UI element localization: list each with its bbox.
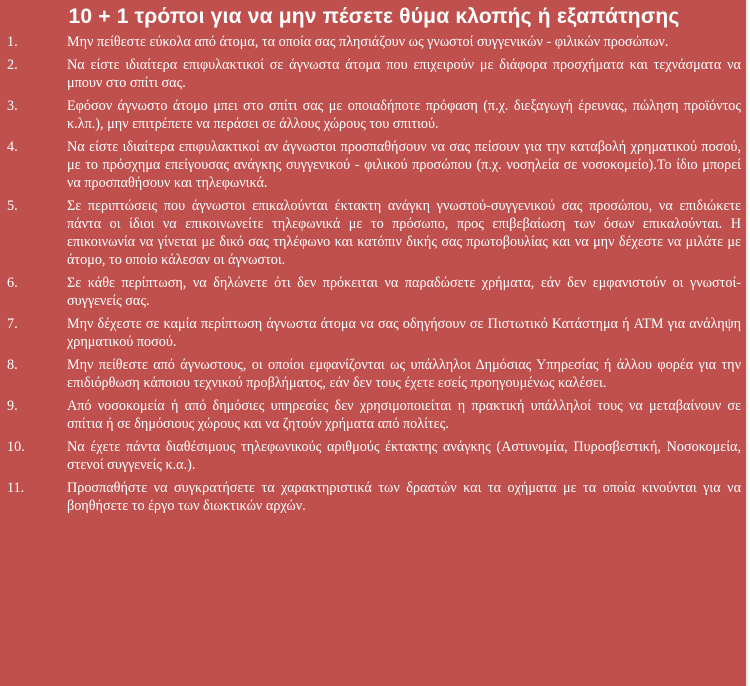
- list-item-text: Μην δέχεστε σε καμία περίπτωση άγνωστα άτομα να σας οδηγήσουν σε Πιστωτικό Κατάστημα ή ATM για ανάληψη χρηματικού ποσού.: [67, 316, 741, 350]
- list-item-number: 2.: [7, 57, 18, 73]
- list-item-text: Μην πείθεστε από άγνωστους, οι οποίοι εμφανίζονται ως υπάλληλοι Δημόσιας Υπηρεσίας ή άλλου φορέα για την επιδιόρθωση κάποιου τεχνικού προβλήματος, εάν δεν τους έχετε εσείς προηγουμένως καλέσει.: [67, 357, 741, 391]
- list-item-number: 6.: [7, 275, 18, 291]
- scrollbar[interactable]: [746, 0, 748, 686]
- list-item: [0, 56, 748, 97]
- list-item-text: Σε κάθε περίπτωση, να δηλώνετε ότι δεν πρόκειται να παραδώσετε χρήματα, εάν δεν εμφανιστούν οι γνωστοί-συγγενείς σας.: [67, 275, 741, 309]
- list-item-text: Να είστε ιδιαίτερα επιφυλακτικοί αν άγνωστοι προσπαθήσουν να σας πείσουν για την καταβολή χρηματικού ποσού, με το πρόσχημα επείγουσας ανάγκης συγγενικού - φιλικού προσώπου (π.χ. νοσηλεία σε νοσοκομείο).Το ίδιο μπορεί να προσπαθήσουν και τηλεφωνικά.: [67, 139, 741, 191]
- list-item-text: Εφόσον άγνωστο άτομο μπει στο σπίτι σας με οποιαδήποτε πρόφαση (π.χ. διεξαγωγή έρευνας, πώληση προϊόντος κ.λπ.), μην επιτρέπετε να περάσει σε άλλους χώρους του σπιτιού.: [67, 98, 741, 132]
- list-item-text: Να είστε ιδιαίτερα επιφυλακτικοί σε άγνωστα άτομα που επιχειρούν με διάφορα προσχήματα και τεχνάσματα να μπουν στο σπίτι σας.: [67, 57, 741, 91]
- list-item-number: 11.: [7, 480, 25, 496]
- list-item-text: Μην πείθεστε εύκολα από άτομα, τα οποία σας πλησιάζουν ως γνωστοί συγγενικών - φιλικών προσώπων.: [67, 34, 669, 50]
- list-item: [0, 33, 748, 56]
- list-item-number: 9.: [7, 398, 18, 414]
- list-item-text: Προσπαθήστε να συγκρατήσετε τα χαρακτηριστικά των δραστών και τα οχήματα με τα οποία κινούνται για να βοηθήσετε το έργο των διωκτικών αρχών.: [67, 480, 741, 514]
- list-item-number: 5.: [7, 198, 18, 214]
- list-item-text: Να έχετε πάντα διαθέσιμους τηλεφωνικούς αριθμούς έκτακτης ανάγκης (Αστυνομία, Πυροσβεστική, Νοσοκομεία, στενοί συγγενείς κ.α.).: [67, 439, 741, 473]
- list-item-number: 4.: [7, 139, 18, 155]
- list-item: [0, 274, 748, 315]
- page-title: 10 + 1 τρόποι για να μην πέσετε θύμα κλοπής ή εξαπάτησης: [68, 5, 680, 28]
- list-item-number: 1.: [7, 34, 18, 50]
- list-item: [0, 438, 748, 479]
- list-item-number: 8.: [7, 357, 18, 373]
- list-item: [0, 356, 748, 397]
- tips-list: [0, 33, 748, 520]
- list-item-number: 10.: [7, 439, 25, 455]
- list-item-text: Από νοσοκομεία ή από δημόσιες υπηρεσίες δεν χρησιμοποιείται η πρακτική υπάλληλοί τους να μεταβαίνουν σε σπίτια ή σε δημόσιους χώρους και να ζητούν χρήματα από πολίτες.: [67, 398, 741, 432]
- list-item: [0, 479, 748, 520]
- list-item: [0, 197, 748, 274]
- list-item-number: 7.: [7, 316, 18, 332]
- list-item-text: Σε περιπτώσεις που άγνωστοι επικαλούνται έκτακτη ανάγκη γνωστού-συγγενικού σας προσώπου, να επιδιώκετε πάντα οι ίδιοι να επικοινωνείτε τηλεφωνικά με το πρόσωπο, προς επιβεβαίωση των όσων επικαλούνται. Η επικοινωνία να γίνεται με δικό σας τηλέφωνο και κατόπιν δικής σας πρωτοβουλίας και να μην δέχεστε να μιλάτε με άτομο, το οποίο κάλεσαν οι άγνωστοι.: [67, 198, 741, 268]
- list-item: [0, 97, 748, 138]
- list-item-number: 3.: [7, 98, 18, 114]
- list-item: [0, 138, 748, 197]
- list-item: [0, 397, 748, 438]
- list-item: [0, 315, 748, 356]
